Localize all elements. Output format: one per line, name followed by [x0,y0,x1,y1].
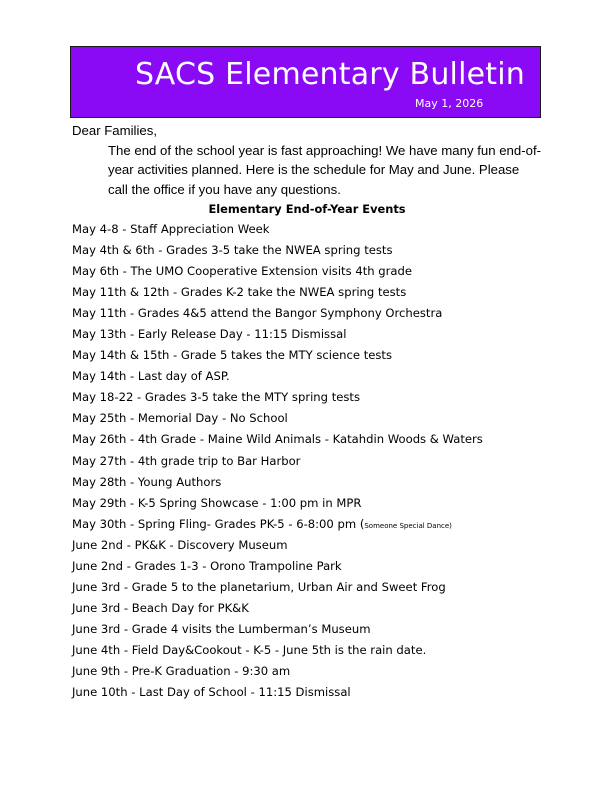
event-item [72,282,572,303]
event-item [72,514,572,535]
event-note: Someone Special Dance) [364,521,452,530]
event-text: June 3rd - Grade 4 visits the Lumberman’s Museum [72,621,371,636]
event-item [72,682,572,703]
event-text: June 9th - Pre-K Graduation - 9:30 am [72,663,291,678]
event-text: May 26th - 4th Grade - Maine Wild Animals - Katahdin Woods & Waters [72,432,483,447]
event-item [72,303,572,324]
event-text: May 11th & 12th - Grades K-2 take the NWEA spring tests [72,285,407,300]
event-text: May 4th & 6th - Grades 3-5 take the NWEA spring tests [72,243,393,258]
event-item [72,577,572,598]
events-list [72,219,572,703]
events-heading: Elementary End-of-Year Events [208,202,406,216]
event-text: June 3rd - Beach Day for PK&K [72,600,249,615]
event-text: May 14th & 15th - Grade 5 takes the MTY science tests [72,348,392,363]
event-text: May 30th - Spring Fling- Grades PK-5 - 6-8:00 pm ( [72,516,365,531]
event-text: May 13th - Early Release Day - 11:15 Dismissal [72,327,347,342]
bulletin-date: May 1, 2026 [415,97,484,110]
letter-body: The end of the school year is fast approaching! We have many fun end-of-year activities planned. Here is the schedule for May and June. Please call the office if you have any questions. [108,142,541,197]
event-item [72,472,572,493]
event-text: June 10th - Last Day of School - 11:15 Dismissal [72,685,351,700]
event-item [72,429,572,450]
bulletin-banner [70,46,541,118]
event-text: May 4-8 - Staff Appreciation Week [72,222,270,236]
event-text: June 4th - Field Day&Cookout - K-5 - June 5th is the rain date. [72,642,427,657]
event-text: June 3rd - Grade 5 to the planetarium, Urban Air and Sweet Frog [72,579,446,594]
event-text: June 2nd - Grades 1-3 - Orono Trampoline Park [72,558,342,573]
event-item [72,556,572,577]
event-item [72,408,572,429]
event-text: May 25th - Memorial Day - No School [72,411,288,426]
event-item [72,640,572,661]
bulletin-title: SACS Elementary Bulletin [135,57,525,92]
event-item [72,240,572,261]
event-text: May 18-22 - Grades 3-5 take the MTY spring tests [72,390,361,405]
event-text: May 29th - K-5 Spring Showcase - 1:00 pm in MPR [72,495,362,510]
event-item [72,619,572,640]
event-item [72,219,572,240]
event-text: May 6th - The UMO Cooperative Extension visits 4th grade [72,264,413,279]
event-item [72,493,572,514]
event-item [72,661,572,682]
event-text: June 2nd - PK&K - Discovery Museum [72,537,288,552]
event-text: May 11th - Grades 4&5 attend the Bangor Symphony Orchestra [72,306,443,321]
event-item [72,451,572,472]
event-item [72,324,572,345]
event-item [72,387,572,408]
event-item [72,366,572,387]
event-text: May 28th - Young Authors [72,474,222,489]
event-item [72,345,572,366]
letter-intro [72,121,542,199]
salutation: Dear Families, [72,123,158,138]
event-item [72,598,572,619]
event-text: May 14th - Last day of ASP. [72,369,230,384]
event-item [72,261,572,282]
event-text: May 27th - 4th grade trip to Bar Harbor [72,453,301,468]
event-item [72,535,572,556]
